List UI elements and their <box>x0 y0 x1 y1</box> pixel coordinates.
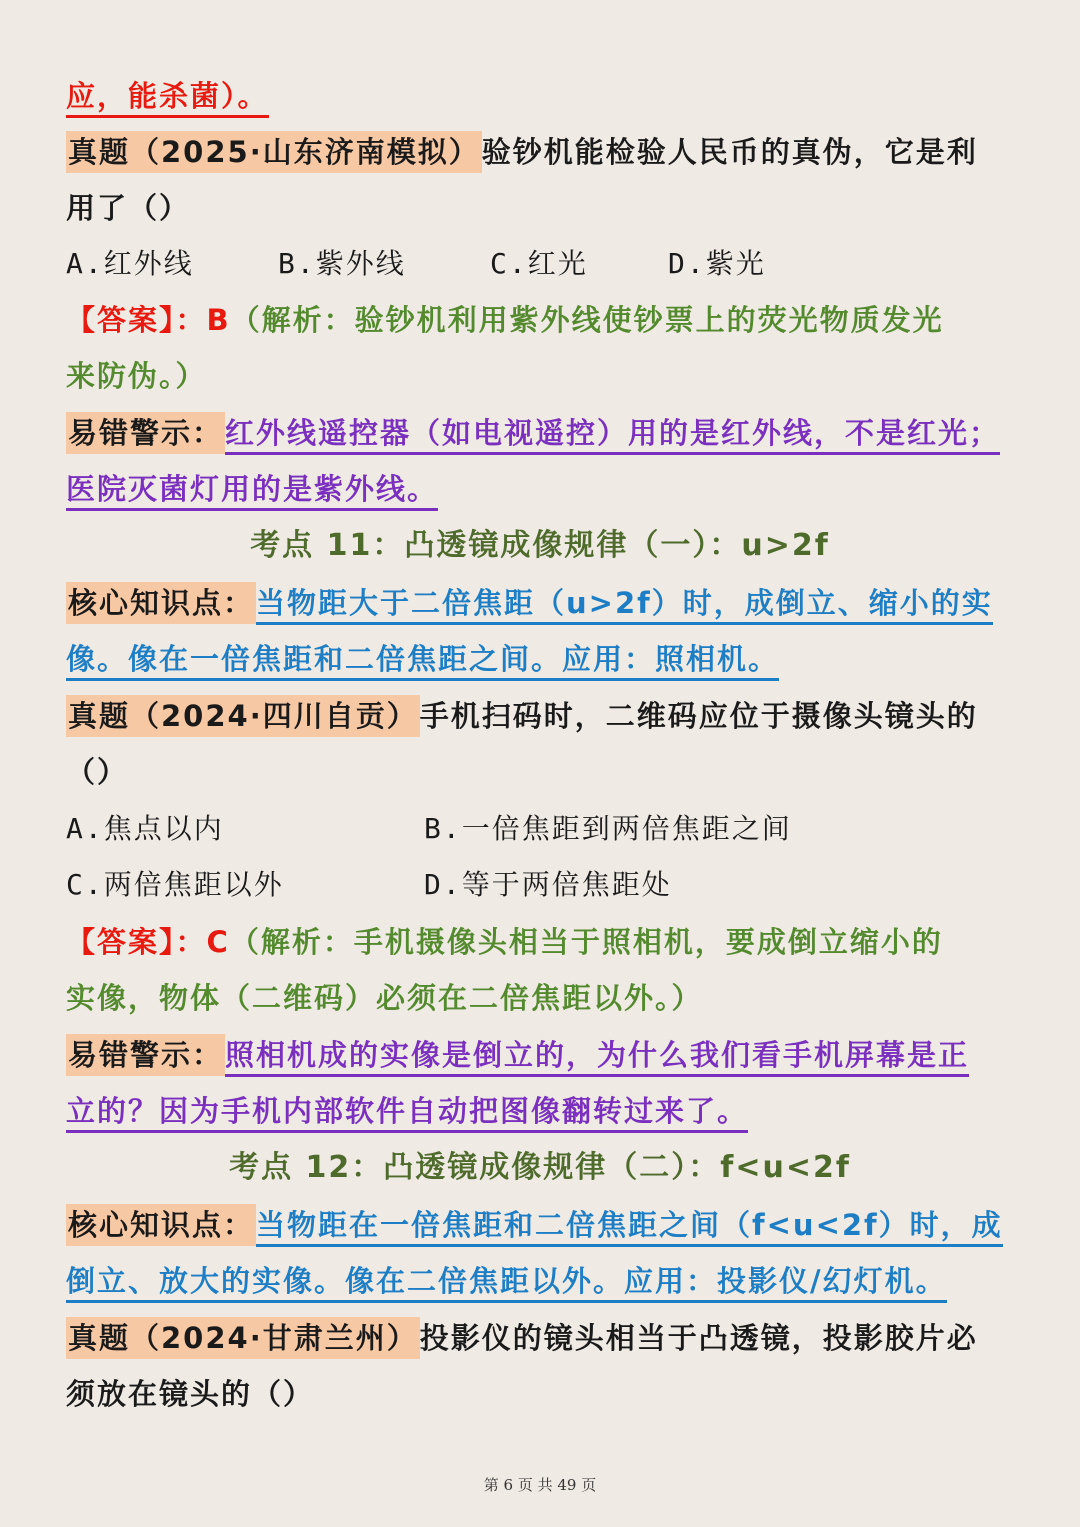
warning-2 <box>66 1027 1016 1139</box>
question-1 <box>66 124 1016 236</box>
core-text: 当物距大于二倍焦距（u>2f）时，成倒立、缩小的实 <box>256 586 993 625</box>
page-number: 第 6 页 共 49 页 <box>483 1476 597 1494</box>
answer-tag: 【答案】： <box>66 303 207 337</box>
option-d: D.紫光 <box>668 247 766 280</box>
warning-text-cont: 医院灭菌灯用的是紫外线。 <box>66 472 438 511</box>
question-stem-cont: 须放在镜头的（） <box>66 1377 315 1411</box>
option-c: C.红光 <box>490 247 588 280</box>
core-tag: 核心知识点： <box>66 582 256 624</box>
warning-tag: 易错警示： <box>66 412 225 454</box>
answer-2 <box>66 914 1016 1026</box>
warning-1 <box>66 405 1016 517</box>
option-c: C.两倍焦距以外 <box>66 868 284 901</box>
intro-block <box>66 68 1016 124</box>
core-text-cont: 倒立、放大的实像。像在二倍焦距以外。应用：投影仪/幻灯机。 <box>66 1264 947 1303</box>
option-d: D.等于两倍焦距处 <box>424 868 672 901</box>
question-stem: 验钞机能检验人民币的真伪，它是利 <box>481 135 978 169</box>
option-a: A.红外线 <box>66 247 194 280</box>
answer-letter: B <box>206 303 231 337</box>
question-stem: 投影仪的镜头相当于凸透镜，投影胶片必 <box>419 1321 978 1355</box>
core-knowledge-11 <box>66 575 1016 687</box>
question-tag: 真题（2024·四川自贡） <box>66 695 420 737</box>
warning-text-cont: 立的？因为手机内部软件自动把图像翻转过来了。 <box>66 1094 748 1133</box>
question-tag: 真题（2024·甘肃兰州） <box>66 1317 420 1359</box>
intro-tail: 应，能杀菌）。 <box>66 79 269 118</box>
option-b: B.紫外线 <box>278 247 406 280</box>
question-stem: 手机扫码时，二维码应位于摄像头镜头的 <box>419 699 978 733</box>
section-12-title: 考点 12：凸透镜成像规律（二）：f<u<2f <box>229 1150 851 1185</box>
answer-letter: C <box>206 925 230 959</box>
warning-text: 照相机成的实像是倒立的，为什么我们看手机屏幕是正 <box>225 1038 969 1077</box>
option-b: B.一倍焦距到两倍焦距之间 <box>424 812 792 845</box>
analysis-text: （解析：手机摄像头相当于照相机，要成倒立缩小的 <box>229 925 943 959</box>
question-3 <box>66 1310 1016 1422</box>
question-tag: 真题（2025·山东济南模拟） <box>66 131 482 173</box>
analysis-text-cont: 来防伪。） <box>66 359 207 393</box>
analysis-text: （解析：验钞机利用紫外线使钞票上的荧光物质发光 <box>230 303 944 337</box>
core-tag: 核心知识点： <box>66 1204 256 1246</box>
answer-1 <box>66 292 1016 404</box>
warning-text: 红外线遥控器（如电视遥控）用的是红外线，不是红光； <box>225 416 1000 455</box>
question-stem-cont: 用了（） <box>66 191 191 225</box>
core-text: 当物距在一倍焦距和二倍焦距之间（f<u<2f）时，成 <box>256 1208 1003 1247</box>
option-a: A.焦点以内 <box>66 812 224 845</box>
section-11-title: 考点 11：凸透镜成像规律（一）：u>2f <box>250 528 830 563</box>
warning-tag: 易错警示： <box>66 1034 225 1076</box>
question-stem-cont: （） <box>66 755 129 789</box>
answer-tag: 【答案】： <box>66 925 207 959</box>
core-text-cont: 像。像在一倍焦距和二倍焦距之间。应用：照相机。 <box>66 642 779 681</box>
analysis-text-cont: 实像，物体（二维码）必须在二倍焦距以外。） <box>66 981 703 1015</box>
core-knowledge-12 <box>66 1197 1016 1309</box>
question-2 <box>66 688 1016 800</box>
